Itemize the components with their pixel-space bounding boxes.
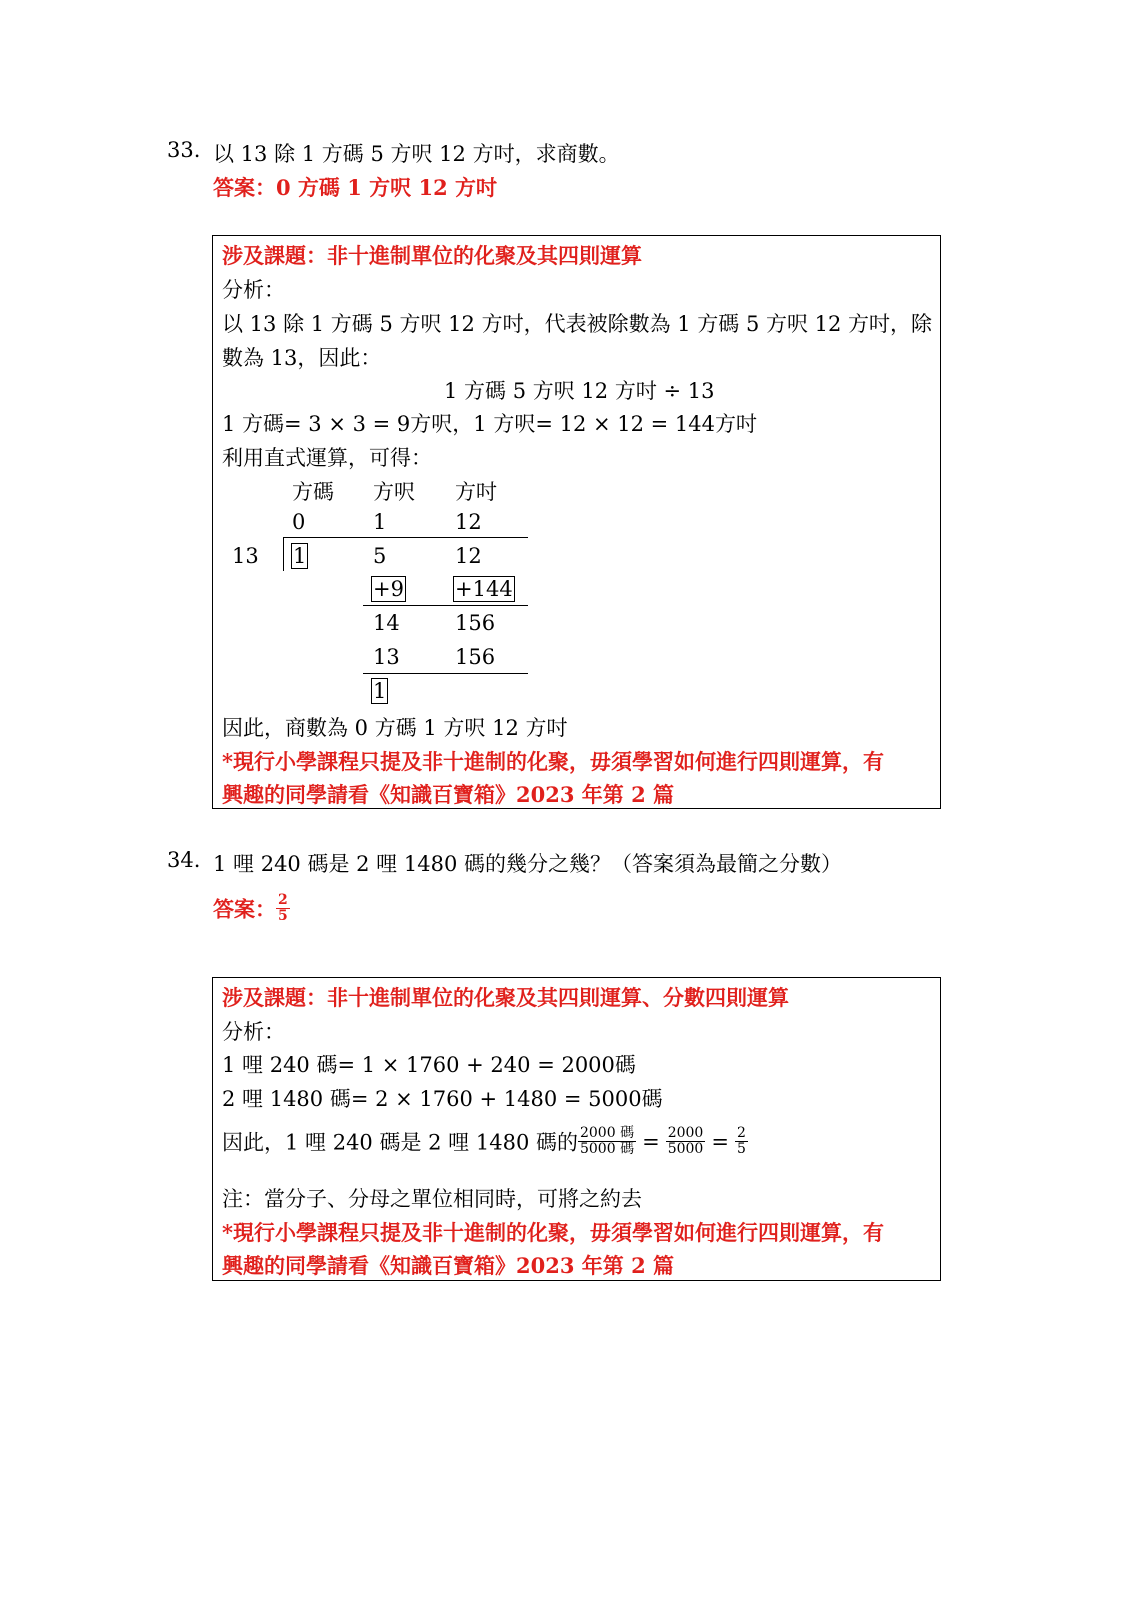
fraction-simplified-num: 2 bbox=[736, 1125, 746, 1141]
dividend-yard bbox=[291, 544, 308, 568]
q33-analysis-label: 分析： bbox=[222, 278, 285, 302]
q33-note-line1: *現行小學課程只提及非十進制的化聚，毋須學習如何進行四則運算，有 bbox=[222, 749, 884, 774]
quotient-foot: 1 bbox=[373, 510, 387, 534]
division-remainder-line bbox=[363, 673, 528, 674]
subtract-inch: 156 bbox=[455, 645, 496, 669]
fraction-simplified bbox=[735, 1126, 748, 1157]
division-header-yard: 方碼 bbox=[292, 480, 334, 504]
answer-numerator: 2 bbox=[278, 892, 288, 908]
fraction-simplified-den: 5 bbox=[736, 1141, 746, 1157]
q34-topic: 涉及課題：非十進制單位的化聚及其四則運算、分數四則運算 bbox=[222, 985, 789, 1010]
question-33-answer: 答案：0 方碼 1 方呎 12 方吋 bbox=[213, 175, 498, 200]
carry-foot-boxed: +9 bbox=[373, 577, 404, 601]
q33-note-line2: 興趣的同學請看《知識百寶箱》2023 年第 2 篇 bbox=[222, 782, 674, 807]
answer-denominator: 5 bbox=[278, 908, 288, 924]
q33-line1: 以 13 除 1 方碼 5 方呎 12 方吋，代表被除數為 1 方碼 5 方呎 12 方吋，除 bbox=[222, 312, 933, 336]
division-top-line bbox=[283, 537, 528, 538]
sum-inch: 156 bbox=[455, 611, 496, 635]
fraction-plain-num: 2000 bbox=[667, 1125, 704, 1141]
division-sum-line bbox=[363, 605, 528, 606]
subtract-foot: 13 bbox=[373, 645, 400, 669]
q34-note-line1: *現行小學課程只提及非十進制的化聚，毋須學習如何進行四則運算，有 bbox=[222, 1220, 884, 1245]
q33-conclusion: 因此，商數為 0 方碼 1 方呎 12 方吋 bbox=[222, 716, 568, 740]
division-header-inch: 方吋 bbox=[455, 480, 497, 504]
question-34-text: 1 哩 240 碼是 2 哩 1480 碼的幾分之幾？（答案須為最簡之分數） bbox=[213, 852, 842, 876]
fraction-with-units-den: 5000 碼 bbox=[579, 1141, 635, 1157]
division-header-foot: 方呎 bbox=[373, 480, 415, 504]
q34-note-line2: 興趣的同學請看《知識百寶箱》2023 年第 2 篇 bbox=[222, 1253, 674, 1278]
q34-line1: 1 哩 240 碼= 1 × 1760 + 240 = 2000碼 bbox=[222, 1053, 636, 1077]
q33-line2: 數為 13，因此： bbox=[222, 346, 382, 370]
q34-line2: 2 哩 1480 碼= 2 × 1760 + 1480 = 5000碼 bbox=[222, 1087, 663, 1111]
dividend-yard-boxed: 1 bbox=[293, 544, 307, 568]
fraction-with-units-num: 2000 碼 bbox=[579, 1125, 635, 1141]
fraction-with-units bbox=[578, 1126, 636, 1157]
question-33-number: 33. bbox=[167, 138, 201, 162]
fraction-plain bbox=[666, 1126, 706, 1157]
answer-label: 答案： bbox=[213, 896, 276, 922]
remainder-boxed: 1 bbox=[373, 679, 387, 703]
quotient-inch: 12 bbox=[455, 510, 482, 534]
carry-inch bbox=[453, 577, 515, 601]
q34-line3-prefix: 因此，1 哩 240 碼是 2 哩 1480 碼的 bbox=[222, 1130, 578, 1155]
fraction-plain-den: 5000 bbox=[667, 1141, 704, 1157]
quotient-yard: 0 bbox=[292, 510, 306, 534]
equals-sign: = bbox=[711, 1129, 729, 1154]
carry-foot bbox=[371, 577, 406, 601]
q33-method: 利用直式運算，可得： bbox=[222, 446, 432, 470]
q33-center-expression: 1 方碼 5 方呎 12 方吋 ÷ 13 bbox=[444, 379, 715, 403]
divisor: 13 bbox=[232, 544, 259, 568]
sum-foot: 14 bbox=[373, 611, 400, 635]
question-34-number: 34. bbox=[167, 848, 201, 872]
q33-conversion: 1 方碼= 3 × 3 = 9方呎，1 方呎= 12 × 12 = 144方吋 bbox=[222, 412, 758, 436]
q34-analysis-label: 分析： bbox=[222, 1020, 285, 1044]
question-34-answer bbox=[213, 893, 290, 924]
carry-inch-boxed: +144 bbox=[455, 577, 513, 601]
q34-unit-note: 注：當分子、分母之單位相同時，可將之約去 bbox=[222, 1187, 642, 1211]
dividend-foot: 5 bbox=[373, 544, 387, 568]
q33-topic: 涉及課題：非十進制單位的化聚及其四則運算 bbox=[222, 243, 642, 268]
answer-fraction bbox=[276, 893, 290, 924]
division-bracket bbox=[283, 537, 284, 571]
remainder bbox=[371, 679, 388, 703]
question-33-text: 以 13 除 1 方碼 5 方呎 12 方吋，求商數。 bbox=[213, 142, 620, 166]
dividend-inch: 12 bbox=[455, 544, 482, 568]
equals-sign: = bbox=[642, 1129, 660, 1154]
q34-line3 bbox=[222, 1126, 748, 1157]
